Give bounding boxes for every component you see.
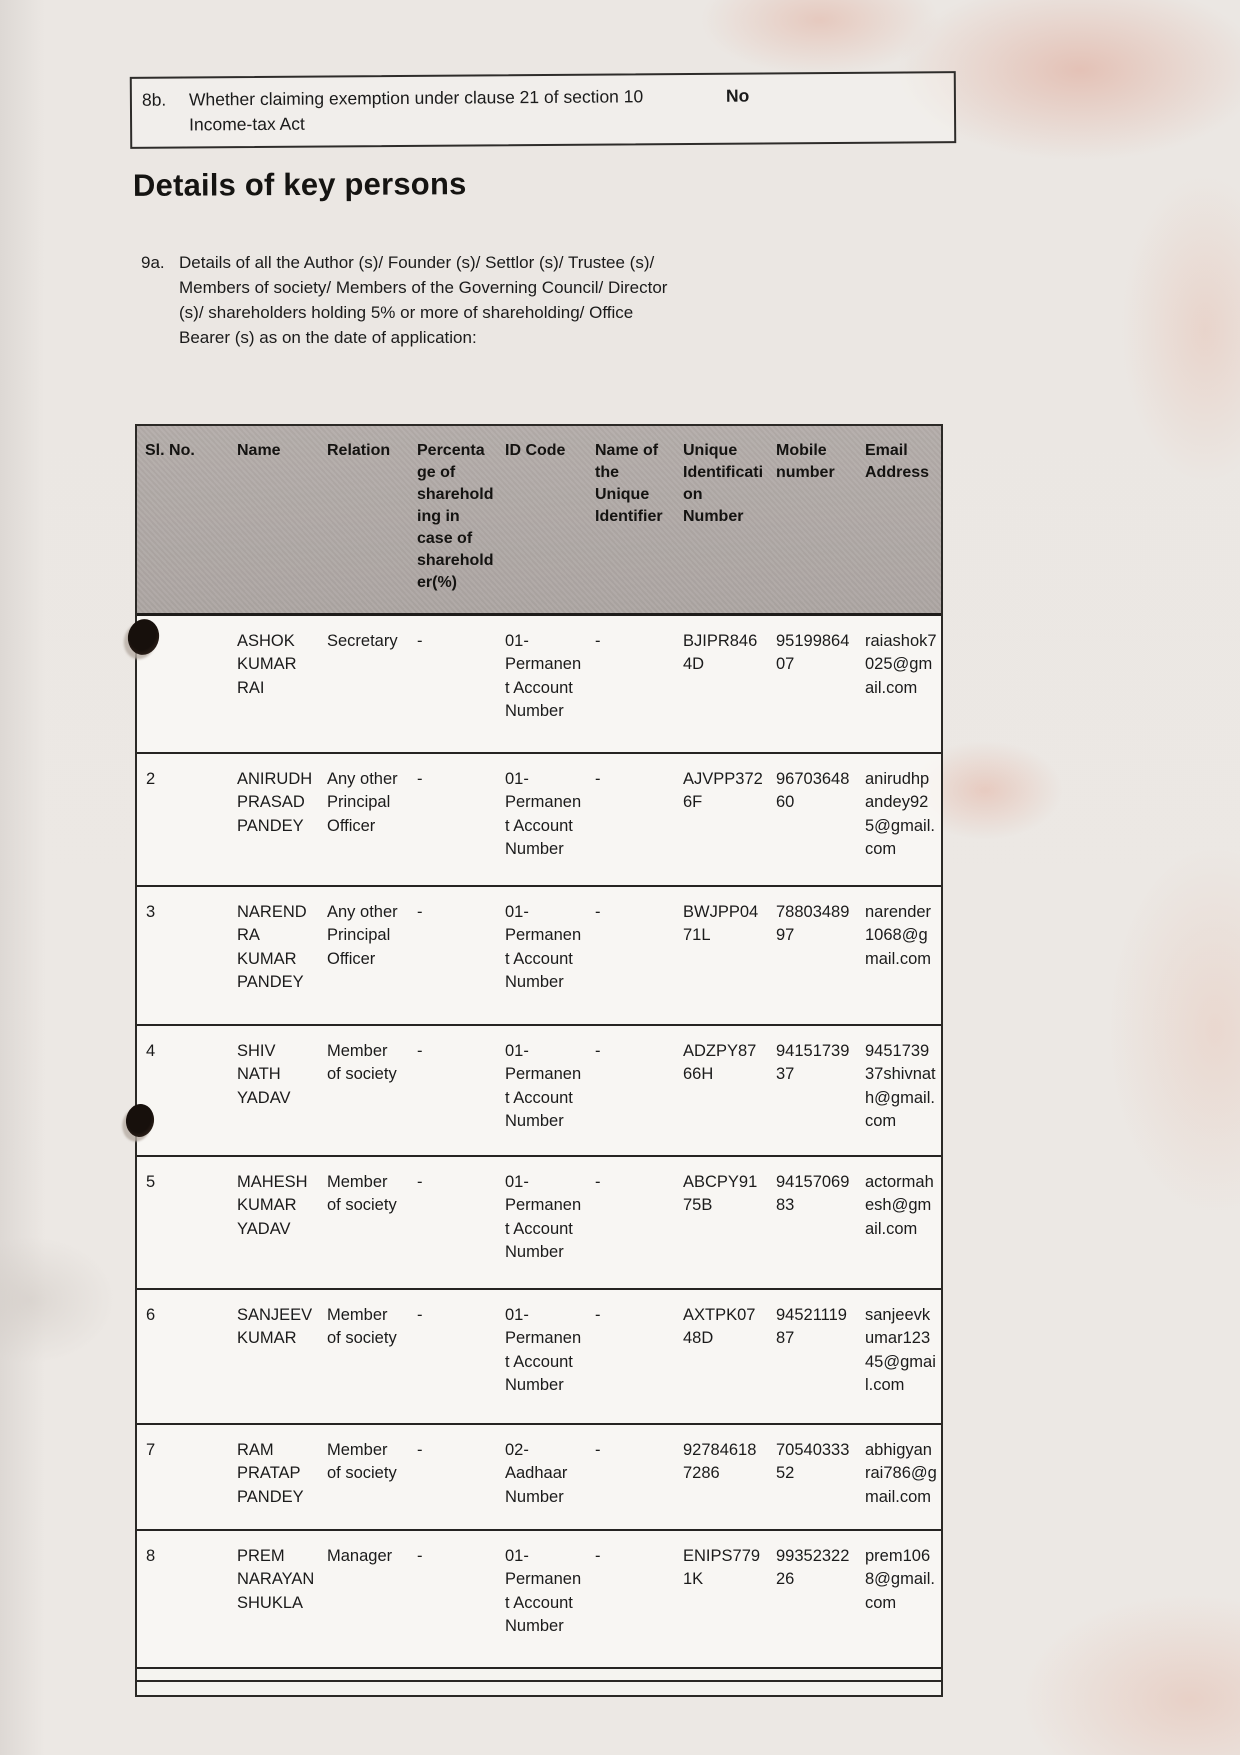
cell-id-code: 01- Permanent Account Number	[505, 1173, 582, 1262]
cell-relation: Member of society	[327, 1306, 397, 1348]
cell-email: 945173937shivnath@gmail.com	[865, 1042, 936, 1131]
cell-sl-no: 8	[146, 1547, 156, 1565]
cell-relation: Any other Principal Officer	[327, 903, 398, 968]
cell-percentage: -	[417, 1306, 423, 1324]
table-row	[137, 887, 941, 1026]
cell-email: actormahesh@gmail.com	[865, 1173, 934, 1238]
cell-unique-identifier-name: -	[595, 1547, 601, 1565]
cell-percentage: -	[417, 770, 423, 788]
cell-mobile: 7880348997	[776, 903, 850, 945]
table-row	[137, 616, 941, 754]
cell-uin: ENIPS7791K	[683, 1547, 761, 1589]
key-persons-rows	[137, 616, 941, 1669]
cell-percentage: -	[417, 1547, 423, 1565]
cell-id-code: 01- Permanent Account Number	[505, 1042, 582, 1131]
cell-email: sanjeevkumar12345@gmail.com	[865, 1306, 936, 1395]
header-name: Name	[237, 442, 281, 459]
cell-mobile: 9415706983	[776, 1173, 850, 1215]
cell-unique-identifier-name: -	[595, 1042, 601, 1060]
cell-name: RAM PRATAP PANDEY	[237, 1441, 304, 1506]
cell-name: SHIV NATH YADAV	[237, 1042, 291, 1107]
cell-percentage: -	[417, 1042, 423, 1060]
cell-unique-identifier-name: -	[595, 632, 601, 650]
table-row	[137, 1531, 941, 1669]
cell-name: NARENDRA KUMAR PANDEY	[237, 903, 307, 992]
cell-unique-identifier-name: -	[595, 770, 601, 788]
cell-email: abhigyanrai786@gmail.com	[865, 1441, 937, 1506]
table-bottom-rule-2	[137, 1682, 941, 1697]
header-unique-identifier-name: Name of the Unique Identifier	[595, 442, 663, 526]
cell-relation: Secretary	[327, 632, 398, 650]
cell-uin: AXTPK0748D	[683, 1306, 756, 1348]
header-email: Email Address	[865, 442, 930, 482]
cell-email: prem1068@gmail.com	[865, 1547, 935, 1612]
cell-uin: 927846187286	[683, 1441, 757, 1483]
table-row	[137, 1290, 941, 1425]
table-header-row	[137, 426, 941, 616]
cell-mobile: 9935232226	[776, 1547, 850, 1589]
table-row	[137, 1026, 941, 1157]
cell-name: ANIRUDH PRASAD PANDEY	[237, 770, 313, 835]
cell-id-code: 01- Permanent Account Number	[505, 1547, 582, 1636]
cell-unique-identifier-name: -	[595, 1173, 601, 1191]
cell-uin: BWJPP0471L	[683, 903, 759, 945]
cell-id-code: 01- Permanent Account Number	[505, 903, 582, 992]
cell-mobile: 9415173937	[776, 1042, 850, 1084]
cell-percentage: -	[417, 1441, 423, 1459]
cell-mobile: 9519986407	[776, 632, 850, 674]
header-sl-no: Sl. No.	[145, 442, 195, 459]
key-persons-table	[135, 424, 943, 1697]
cell-percentage: -	[417, 632, 423, 650]
section-9a-number: 9a.	[141, 253, 165, 272]
cell-sl-no: 2	[146, 770, 156, 788]
cell-relation: Manager	[327, 1547, 393, 1565]
section-8b-number: 8b.	[141, 89, 167, 110]
section-8b-box	[130, 71, 956, 149]
cell-relation: Member of society	[327, 1441, 397, 1483]
cell-unique-identifier-name: -	[595, 1306, 601, 1324]
cell-name: SANJEEV KUMAR	[237, 1306, 313, 1348]
section-9a-text: Details of all the Author (s)/ Founder (s)/ Settlor (s)/ Trustee (s)/ Members of society/ Members of the Governing Council/ Director (s)/ shareholders holding 5% or more of shareholding/ Office Bearer (s) as on the date of application:	[179, 253, 668, 348]
cell-name: MAHESH KUMAR YADAV	[237, 1173, 308, 1238]
header-relation: Relation	[327, 442, 391, 459]
section-8b-question: Whether claiming exemption under clause 21 of section 10 Income-tax Act	[188, 86, 644, 135]
cell-sl-no: 3	[146, 903, 156, 921]
page-title: Details of key persons	[132, 166, 467, 203]
cell-percentage: -	[417, 1173, 423, 1191]
header-uin: Unique Identification Number	[683, 442, 764, 526]
cell-relation: Member of society	[327, 1173, 397, 1215]
cell-sl-no: 7	[146, 1441, 156, 1459]
cell-id-code: 01- Permanent Account Number	[505, 770, 582, 859]
cell-uin: BJIPR8464D	[683, 632, 758, 674]
cell-sl-no: 4	[146, 1042, 156, 1060]
cell-relation: Any other Principal Officer	[327, 770, 398, 835]
cell-email: anirudhpandey925@gmail.com	[865, 770, 935, 859]
cell-id-code: 01- Permanent Account Number	[505, 1306, 582, 1395]
cell-uin: AJVPP3726F	[683, 770, 763, 812]
table-row	[137, 1425, 941, 1531]
cell-percentage: -	[417, 903, 423, 921]
cell-id-code: 01- Permanent Account Number	[505, 632, 582, 721]
cell-uin: ABCPY9175B	[683, 1173, 758, 1215]
table-row	[137, 754, 941, 887]
cell-uin: ADZPY8766H	[683, 1042, 757, 1084]
cell-sl-no: 6	[146, 1306, 156, 1324]
header-mobile: Mobile number	[776, 442, 835, 482]
cell-relation: Member of society	[327, 1042, 397, 1084]
cell-id-code: 02- Aadhaar Number	[505, 1441, 568, 1506]
section-9a	[141, 250, 671, 351]
cell-sl-no: 5	[146, 1173, 156, 1191]
cell-unique-identifier-name: -	[595, 903, 601, 921]
cell-name: PREM NARAYAN SHUKLA	[237, 1547, 315, 1612]
header-id-code: ID Code	[505, 442, 566, 459]
section-8b-answer: No	[725, 85, 750, 106]
table-bottom-rule-1	[137, 1669, 941, 1682]
cell-mobile: 9670364860	[776, 770, 850, 812]
cell-name: ASHOK KUMAR RAI	[237, 632, 297, 697]
cell-mobile: 9452111987	[776, 1306, 847, 1348]
table-row	[137, 1157, 941, 1290]
header-percentage: Percentage of shareholding in case of shareholder(%)	[417, 442, 494, 592]
cell-mobile: 7054033352	[776, 1441, 850, 1483]
cell-email: raiashok7025@gmail.com	[865, 632, 937, 697]
cell-unique-identifier-name: -	[595, 1441, 601, 1459]
cell-email: narender1068@gmail.com	[865, 903, 932, 968]
